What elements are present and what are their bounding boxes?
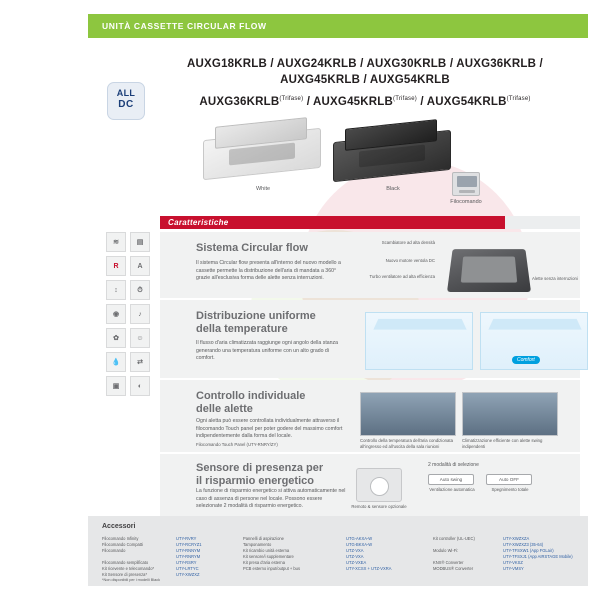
feature-2-title-a: Distribuzione uniforme xyxy=(196,310,316,322)
white-caption: White xyxy=(255,186,271,192)
acc-2-4: UTY-RSRY xyxy=(176,560,197,565)
accessories-col-3 xyxy=(243,536,343,572)
swing-icon: ↕ xyxy=(106,280,126,300)
caratteristiche-label: Caratteristiche xyxy=(168,218,229,227)
fan-speed-icon: ≋ xyxy=(106,232,126,252)
model-3ph-a: AUXG36KRLB xyxy=(199,95,280,108)
room-diagram-left xyxy=(365,312,473,370)
accessories-col-5 xyxy=(433,536,508,572)
feature-3-caption-right: Climatizzazione efficiente con alette swing indipendenti xyxy=(462,438,543,449)
model-3ph-b: / AUXG45KRLB xyxy=(306,95,394,108)
feature-4-modes-title: 2 modalità di selezione xyxy=(428,462,479,468)
feature-2-title-b: della temperature xyxy=(196,323,288,335)
feature-3-caption-left: Controllo della temperatura dell'aria condizionata all'ingresso ed all'uscita della sala riunioni xyxy=(360,438,454,449)
remote-screen xyxy=(457,176,477,187)
caratteristiche-bar-tail xyxy=(505,216,580,229)
sensor-lens xyxy=(370,477,389,496)
comfort-badge: Comfort xyxy=(512,356,540,364)
all-dc-badge xyxy=(107,82,145,120)
acc-2-6: UTY-XWZXZ xyxy=(176,572,200,577)
acc-6-0: UTY-XWZXZA xyxy=(503,536,530,541)
feature-4-title xyxy=(196,462,346,488)
acc-1-4: Filocomando semplificato xyxy=(102,560,149,565)
accessories-note: *Non disponibili per i modelli Black xyxy=(102,578,161,582)
acc-3-3: Kit sensore/i supplementare xyxy=(243,554,294,559)
model-names xyxy=(150,56,580,110)
acc-6-3: UTY-TFSXJ1 (App AIRSTAGE Mobile) xyxy=(503,554,573,559)
r32-icon: R xyxy=(106,256,126,276)
acc-6-1: UTY-XWZXZ3 (35-64) xyxy=(503,542,544,547)
acc-5-2: Modulo Wi-Fi: xyxy=(433,548,459,553)
acc-2-5: UTY-LRTYC xyxy=(176,566,199,571)
acc-5-4: KNX® Converter xyxy=(433,560,464,565)
room-ceiling xyxy=(373,319,466,330)
self-clean-icon: ✿ xyxy=(106,328,126,348)
feature-1-body: Il sistema Circular flow presenta all'interno del nuovo modello a cassette permette la distribuzione dell'aria di mandata a 360° grazie all'esclusiva forma delle alette senza interruzioni. xyxy=(196,260,341,281)
mode-auto-off-sub: Spegnimento totale xyxy=(491,487,529,492)
feature-3-title-b: delle alette xyxy=(196,403,253,415)
acc-1-1: Filocomando Compatti xyxy=(102,542,143,547)
acc-1-0: Filocomando Infinity xyxy=(102,536,139,541)
feature-individual-louver-control xyxy=(160,380,580,452)
accessories-col-2 xyxy=(176,536,232,578)
feature-1-label-2: Turbo ventilatore ad alta efficienza xyxy=(369,274,435,279)
black-caption: Black xyxy=(386,186,400,192)
acc-4-1: UTG-BKXA-W xyxy=(346,542,373,547)
mode-auto-off[interactable]: Auto OFF xyxy=(486,474,532,485)
remote-caption: Filocomando xyxy=(450,199,482,205)
model-line-2: AUXG45KRLB / AUXG54KRLB xyxy=(280,74,450,86)
product-unit-white xyxy=(203,120,321,182)
accessories-col-6 xyxy=(503,536,588,572)
acc-3-0: Pannelli di aspirazione xyxy=(243,536,284,541)
feature-presence-sensor xyxy=(160,454,580,516)
feature-4-sensor-caption: Remoto & sensore opzionale xyxy=(351,504,407,509)
energy-class-icon: A xyxy=(130,256,150,276)
model-3ph-b-note: (Trifase) xyxy=(393,96,417,102)
feature-1-label-0: Scambiatore ad alta densità xyxy=(381,240,435,245)
feature-4-title-b: il risparmio energetico xyxy=(196,475,314,487)
acc-2-3: UTY-RNRYM xyxy=(176,554,201,559)
all-dc-line1: ALL xyxy=(116,88,136,98)
acc-5-0: Kit controller (UL-UEC) xyxy=(433,536,475,541)
cassette-cutaway-diagram xyxy=(447,249,531,292)
acc-1-2: Filocomando xyxy=(102,548,126,553)
left-rail xyxy=(0,0,88,600)
acc-4-4: UTZ-VXEA xyxy=(346,560,367,565)
human-sensor-icon: ☺ xyxy=(130,328,150,348)
acc-4-5: UTY-XCSX + UTZ-VXRA xyxy=(346,566,392,571)
model-line-3 xyxy=(150,91,580,110)
feature-3-note: Filocomando Touch Panel (UTY-RNRY/ZY) xyxy=(196,442,278,447)
model-3ph-a-note: (Trifase) xyxy=(279,96,304,102)
filter-icon: ▤ xyxy=(130,232,150,252)
acc-4-0: UTG-AKXA-W xyxy=(346,536,373,541)
acc-6-4: UTY-VKSZ xyxy=(503,560,523,565)
feature-1-label-1: Nuovo motore ventola DC xyxy=(385,258,435,263)
caratteristiche-bar xyxy=(160,216,505,229)
feature-3-title-a: Controllo individuale xyxy=(196,390,306,402)
remote-button xyxy=(459,190,475,193)
feature-3-title xyxy=(196,390,305,416)
product-images xyxy=(155,108,575,213)
feature-circular-flow xyxy=(160,232,580,298)
acc-6-5: UTY-VMSY xyxy=(503,566,524,571)
accessories-title: Accessori xyxy=(102,523,136,530)
all-dc-line2: DC xyxy=(118,99,134,110)
acc-2-1: UTY-RCRYZ1 xyxy=(176,542,202,547)
feature-4-body: La funzione di risparmio energetico si attiva automaticamente nel caso di assenza di persone nel locale. Possono essere selezionate 2 modalità di risparmio energetico. xyxy=(196,488,346,509)
presence-sensor-image xyxy=(356,468,402,502)
acc-3-2: Kit ricambio unità esterna xyxy=(243,548,290,553)
wired-remote-controller xyxy=(452,172,480,196)
page-title: UNITÀ CASSETTE CIRCULAR FLOW xyxy=(102,21,267,31)
feature-2-body: Il flusso d'aria climatizzata raggiunge ogni angolo della stanza generando una temperatura uniforme con un alto grado di comfort. xyxy=(196,340,339,361)
meeting-room-photo-right xyxy=(462,392,558,436)
acc-4-2: UTZ-VXA xyxy=(346,548,364,553)
product-unit-black xyxy=(333,122,451,184)
feature-1-label-3: Alette senza interruzioni xyxy=(532,276,578,281)
acc-3-1: Tamponamento xyxy=(243,542,272,547)
acc-4-3: UTZ-VXA xyxy=(346,554,364,559)
drain-pump-icon: 💧 xyxy=(106,352,126,372)
mode-auto-swing[interactable]: Auto swing xyxy=(428,474,474,485)
model-3ph-c-note: (Trifase) xyxy=(506,96,531,102)
accessories-col-4 xyxy=(346,536,436,572)
model-3ph-c: / AUXG54KRLB xyxy=(420,95,507,108)
feature-1-title: Sistema Circular flow xyxy=(196,242,308,254)
feature-3-body: Ogni aletta può essere controllata individualmente attraverso il filocomando Touch panel per poter godere del massimo comfort indipendentemente dalla forma del locale. xyxy=(196,418,343,439)
feature-4-title-a: Sensore di presenza per xyxy=(196,462,324,474)
meeting-room-photo-left xyxy=(360,392,456,436)
acc-3-4: Kit presa d'aria esterna xyxy=(243,560,285,565)
wifi-icon: ◉ xyxy=(106,304,126,324)
feature-uniform-temperature xyxy=(160,300,580,378)
acc-1-5: Kit ricevente e telecomando* xyxy=(102,566,155,571)
acc-2-2: UTY-RNNYM xyxy=(176,548,201,553)
model-line-1: AUXG18KRLB / AUXG24KRLB / AUXG30KRLB / AUXG36KRLB / xyxy=(187,58,543,70)
room-ceiling xyxy=(488,319,581,330)
feature-2-title xyxy=(196,310,316,336)
acc-3-5: PCB esterno input/output + bus xyxy=(243,566,301,571)
mode-auto-swing-sub: Ventilazione automatica xyxy=(429,487,475,492)
acc-2-0: UTY-RVRY xyxy=(176,536,197,541)
low-noise-icon: ◐ xyxy=(130,376,150,396)
app-control-icon: ▣ xyxy=(106,376,126,396)
quiet-icon: ♪ xyxy=(130,304,150,324)
accessories-footer xyxy=(88,516,588,586)
fresh-air-icon: ⇄ xyxy=(130,352,150,372)
acc-5-5: MODBUS® Converter xyxy=(433,566,474,571)
cassette-inner xyxy=(461,257,517,283)
accessories-col-1 xyxy=(102,536,172,578)
acc-6-2: UTY-TFSXW1 (App FGLair) xyxy=(503,548,554,553)
acc-1-6: Kit Sensore di presenza* xyxy=(102,572,148,577)
timer-icon: ⏱ xyxy=(130,280,150,300)
